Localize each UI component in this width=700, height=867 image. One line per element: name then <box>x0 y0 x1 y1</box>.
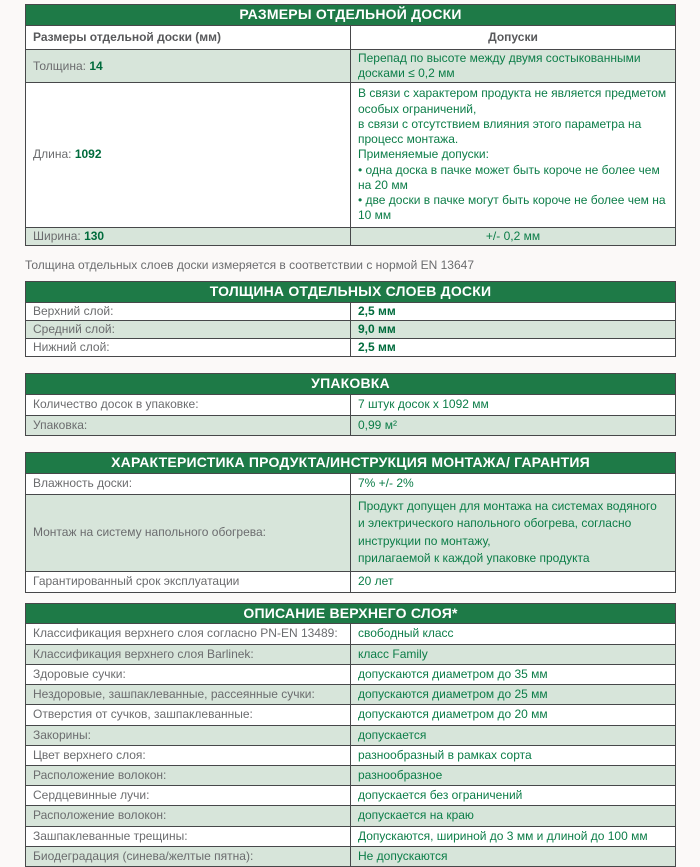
length-tolerance-line: • две доски в пачке могут быть короче не более чем на 10 мм <box>358 193 666 223</box>
top-layer-label: Классификация верхнего слоя Barlinek: <box>26 644 351 664</box>
top-layer-label: Нездоровые, зашпаклеванные, рассеянные сучки: <box>26 685 351 705</box>
table-row <box>26 766 676 786</box>
table-row <box>26 495 676 572</box>
humidity-label: Влажность доски: <box>26 474 351 495</box>
warranty-label: Гарантированный срок эксплуатации <box>26 571 351 592</box>
layer-label: Средний слой: <box>26 320 351 338</box>
warranty-value: 20 лет <box>351 571 676 592</box>
table-row <box>26 453 676 474</box>
top-layer-label: Расположение волокон: <box>26 806 351 826</box>
table-row <box>26 786 676 806</box>
width-tolerance: +/- 0,2 мм <box>351 227 676 245</box>
packaging-label: Количество досок в упаковке: <box>26 395 351 416</box>
packaging-label: Упаковка: <box>26 416 351 436</box>
top-layer-table <box>25 603 676 867</box>
underfloor-heating-line: и электрического напольного обогрева, согласно инструкции по монтажу, <box>358 516 632 548</box>
table-row <box>26 395 676 416</box>
table-row <box>26 302 676 320</box>
table-row <box>26 603 676 624</box>
length-label: Длина: <box>33 147 72 162</box>
top-layer-label: Классификация верхнего слоя согласно PN-EN 13489: <box>26 624 351 644</box>
table-row <box>26 705 676 725</box>
packaging-value: 7 штук досок x 1092 мм <box>351 395 676 416</box>
width-label: Ширина: <box>33 228 81 243</box>
table-row <box>26 806 676 826</box>
layer-label: Нижний слой: <box>26 339 351 357</box>
top-layer-value: разнообразное <box>351 766 676 786</box>
layer-value: 2,5 мм <box>351 339 676 357</box>
top-layer-title: ОПИСАНИЕ ВЕРХНЕГО СЛОЯ* <box>26 603 676 624</box>
width-value: 130 <box>84 228 105 243</box>
footnote: Толщина отдельных слоев доски измеряется в соответствии с нормой EN 13647 <box>25 257 474 272</box>
layer-thickness-title: ТОЛЩИНА ОТДЕЛЬНЫХ СЛОЕВ ДОСКИ <box>26 281 676 302</box>
table-row <box>26 227 676 245</box>
top-layer-value: допускается на краю <box>351 806 676 826</box>
top-layer-value: Не допускаются <box>351 846 676 866</box>
table-row <box>26 416 676 436</box>
width-cell <box>26 227 351 245</box>
board-dimensions-table <box>25 4 676 246</box>
humidity-value: 7% +/- 2% <box>351 474 676 495</box>
length-cell <box>26 83 351 227</box>
column-header-dimensions: Размеры отдельной доски (мм) <box>26 25 351 49</box>
length-tolerance-line: • одна доска в пачке может быть короче не более чем на 20 мм <box>358 162 660 192</box>
layer-label: Верхний слой: <box>26 302 351 320</box>
table-row <box>26 826 676 846</box>
table-row <box>26 50 676 83</box>
table-row <box>26 846 676 866</box>
table-row <box>26 725 676 745</box>
underfloor-heating-line: прилагаемой к каждой упаковке продукта <box>358 551 590 566</box>
top-layer-value: Допускаются, шириной до 3 мм и длиной до 100 мм <box>351 826 676 846</box>
table-row <box>26 664 676 684</box>
table-row <box>26 685 676 705</box>
table-row <box>26 644 676 664</box>
product-characteristics-title: ХАРАКТЕРИСТИКА ПРОДУКТА/ИНСТРУКЦИЯ МОНТАЖА/ ГАРАНТИЯ <box>26 453 676 474</box>
top-layer-label: Здоровые сучки: <box>26 664 351 684</box>
thickness-value: 14 <box>89 58 103 73</box>
top-layer-label: Зашпаклеванные трещины: <box>26 826 351 846</box>
layer-value: 2,5 мм <box>351 302 676 320</box>
underfloor-heating-value <box>351 495 676 572</box>
top-layer-label: Отверстия от сучков, зашпаклеванные: <box>26 705 351 725</box>
table-row <box>26 281 676 302</box>
product-characteristics-table <box>25 452 676 592</box>
top-layer-value: разнообразный в рамках сорта <box>351 745 676 765</box>
top-layer-value: допускаются диаметром до 35 мм <box>351 664 676 684</box>
underfloor-heating-label: Монтаж на систему напольного обогрева: <box>26 495 351 572</box>
layer-thickness-table <box>25 281 676 357</box>
table-row <box>26 474 676 495</box>
length-tolerance-line: Применяемые допуски: <box>358 147 489 162</box>
table-row <box>26 745 676 765</box>
top-layer-value: допускается без ограничений <box>351 786 676 806</box>
table-row <box>26 624 676 644</box>
length-tolerance <box>351 83 676 227</box>
table-row <box>26 83 676 227</box>
table-row <box>26 25 676 49</box>
top-layer-label: Сердцевинные лучи: <box>26 786 351 806</box>
top-layer-value: допускается <box>351 725 676 745</box>
length-value: 1092 <box>74 147 102 162</box>
table-row <box>26 5 676 26</box>
thickness-cell <box>26 50 351 83</box>
thickness-label: Толщина: <box>33 58 87 73</box>
underfloor-heating-line: Продукт допущен для монтажа на системах водяного <box>358 499 657 514</box>
table-row <box>26 320 676 338</box>
column-header-tolerances: Допуски <box>351 25 676 49</box>
table-row <box>26 571 676 592</box>
top-layer-label: Закорины: <box>26 725 351 745</box>
top-layer-label: Цвет верхнего слоя: <box>26 745 351 765</box>
packaging-value: 0,99 м² <box>351 416 676 436</box>
length-tolerance-line: в связи с отсутствием влияния этого параметра на процесс монтажа. <box>358 116 642 147</box>
top-layer-value: допускаются диаметром до 25 мм <box>351 685 676 705</box>
thickness-tolerance: Перепад по высоте между двумя состыкованными досками ≤ 0,2 мм <box>351 50 676 83</box>
board-dimensions-title: РАЗМЕРЫ ОТДЕЛЬНОЙ ДОСКИ <box>26 5 676 26</box>
layer-value: 9,0 мм <box>351 320 676 338</box>
top-layer-value: допускаются диаметром до 20 мм <box>351 705 676 725</box>
packaging-title: УПАКОВКА <box>26 374 676 395</box>
top-layer-label: Биодеградация (синева/желтые пятна): <box>26 846 351 866</box>
table-row <box>26 374 676 395</box>
top-layer-label: Расположение волокон: <box>26 766 351 786</box>
length-tolerance-line: В связи с характером продукта не является предметом особых ограничений, <box>358 86 667 116</box>
table-row <box>26 339 676 357</box>
top-layer-value: свободный класс <box>351 624 676 644</box>
top-layer-value: класс Family <box>351 644 676 664</box>
packaging-table <box>25 373 676 436</box>
